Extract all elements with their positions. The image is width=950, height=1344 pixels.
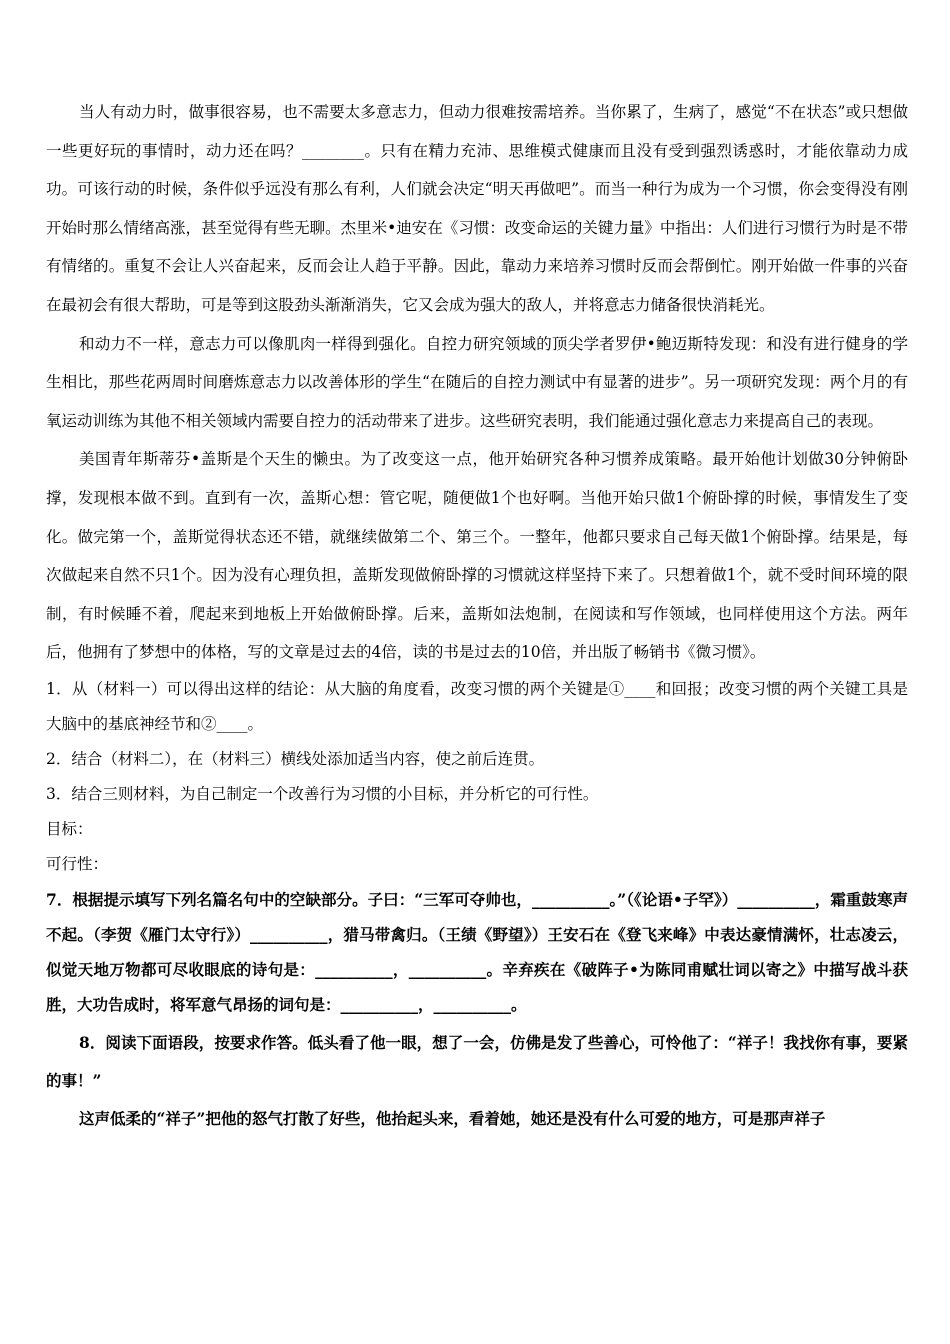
goal-label: 目标： [46,819,93,838]
material-paragraph-2: 和动力不一样，意志力可以像肌肉一样得到强化。自控力研究领域的顶尖学者罗伊•鲍迈斯特发现：和没有进行健身的学生相比，那些花两周时间磨炼意志力以改善体形的学生“在随后的自控力测试中有显著的进步”。另一项研究发现：两个月的有氧运动训练为其他不相关领域内需要自控力的活动带来了进步。这些研究表明，我们能通过强化意志力来提高自己的表现。 [46,334,908,430]
question-8-body: 这声低柔的“祥子”把他的怒气打散了好些，他抬起头来，看着她，她还是没有什么可爱的地方，可是那声祥子 [79,1108,826,1128]
material-paragraph-1: 当人有动力时，做事很容易，也不需要太多意志力，但动力很难按需培养。当你累了，生病了，感觉“不在状态”或只想做一些更好玩的事情时，动力还在吗？________。只有在精力充沛、思维模式健康而且没有受到强烈诱惑时，才能依靠动力成功。可该行动的时候，条件似乎远没有那么有利，人们就会决定“明天再做吧”。而当一种行为成为一个习惯，你会变得没有刚开始时那么情绪高涨，甚至觉得有些无聊。杰里米•迪安在《习惯：改变命运的关键力量》中指出：人们进行习惯行为时是不带有情绪的。重复不会让人兴奋起来，反而会让人趋于平静。因此，靠动力来培养习惯时反而会帮倒忙。刚开始做一件事的兴奋在最初会有很大帮助，可是等到这股劲头渐渐消失，它又会成为强大的敌人，并将意志力储备很快消耗光。 [46,103,908,314]
question-2: 2．结合（材料二），在（材料三）横线处添加适当内容，使之前后连贯。 [46,749,545,768]
material-paragraph-3: 美国青年斯蒂芬•盖斯是个天生的懒虫。为了改变这一点，他开始研究各种习惯养成策略。最开始他计划做30分钟俯卧撑，发现根本做不到。直到有一次，盖斯心想：管它呢，随便做1个也好啊。当他开始只做1个俯卧撑的时候，事情发生了变化。做完第一个，盖斯觉得状态还不错，就继续做第二个、第三个。一整年，他都只要求自己每天做1个俯卧撑。结果是，每次做起来自然不只1个。因为没有心理负担，盖斯发现做俯卧撑的习惯就这样坚持下来了。只想着做1个，就不受时间环境的限制，有时候睡不着，爬起来到地板上开始做俯卧撑。后来，盖斯如法炮制，在阅读和写作领域，也同样使用这个方法。两年后，他拥有了梦想中的体格，写的文章是过去的4倍，读的书是过去的10倍，并出版了畅销书《微习惯》。 [46,450,908,662]
document-page [46,93,908,1138]
question-7: 7．根据提示填写下列名篇名句中的空缺部分。子曰：“三军可夺帅也，__________。”（《论语•子罕》）__________，霜重鼓寒声不起。（李贺《雁门太守行》）__________，猎马带禽归。（王绩《野望》）王安石在《登飞来峰》中表达豪情满怀，壮志凌云，似觉天地万物都可尽收眼底的诗句是：__________，__________。辛弃疾在《破阵子•为陈同甫赋壮词以寄之》中描写战斗获胜，大功告成时，将军意气昂扬的词句是：__________，__________。 [46,889,908,1014]
question-1: 1．从（材料一）可以得出这样的结论：从大脑的角度看，改变习惯的两个关键是①____和回报；改变习惯的两个关键工具是大脑中的基底神经节和②____。 [46,679,908,733]
feasibility-label: 可行性： [46,854,109,873]
question-8-intro: 8．阅读下面语段，按要求作答。低头看了他一眼，想了一会，仿佛是发了些善心，可怜他了：“祥子！我找你有事，要紧的事！” [46,1032,908,1090]
question-3: 3．结合三则材料，为自己制定一个改善行为习惯的小目标，并分析它的可行性。 [46,784,599,803]
